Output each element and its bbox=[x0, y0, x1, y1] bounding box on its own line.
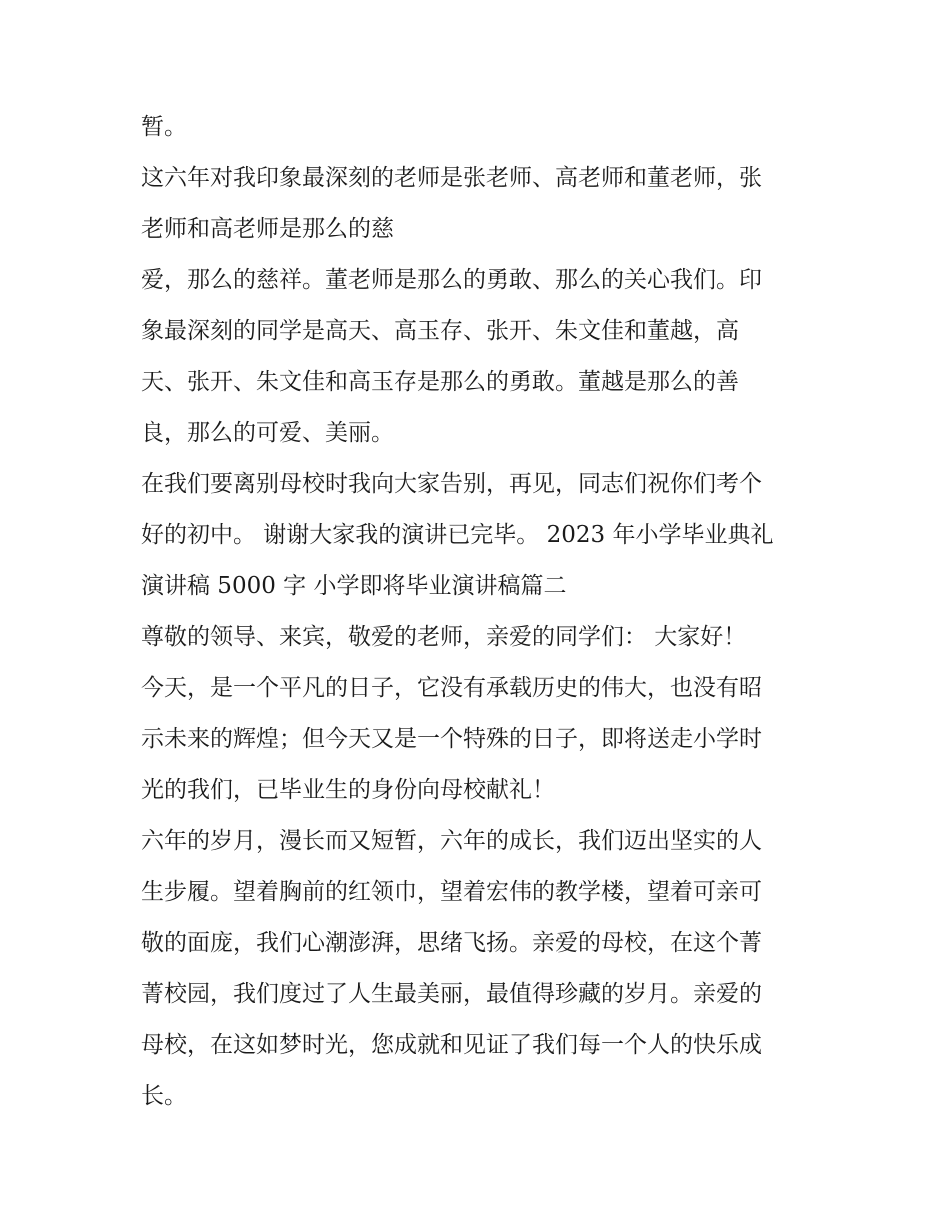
text-line: 暂。 bbox=[141, 114, 187, 140]
text-line: 长。 bbox=[141, 1083, 187, 1109]
text-line: 敬的面庞，我们心潮澎湃，思绪飞扬。亲爱的母校，在这个菁 bbox=[141, 930, 762, 956]
text-line: 演讲稿 5000 字 小学即将毕业演讲稿篇二 bbox=[141, 573, 567, 599]
text-line: 爱，那么的慈祥。董老师是那么的勇敢、那么的关心我们。印 bbox=[141, 267, 762, 293]
text-line: 象最深刻的同学是高天、高玉存、张开、朱文佳和董越，高 bbox=[141, 318, 739, 344]
text-line: 老师和高老师是那么的慈 bbox=[141, 216, 394, 242]
text-line: 六年的岁月，漫长而又短暂，六年的成长，我们迈出坚实的人 bbox=[141, 828, 762, 854]
document-body bbox=[141, 107, 831, 1127]
text-line: 在我们要离别母校时我向大家告别，再见，同志们祝你们考个 bbox=[141, 471, 762, 497]
text-line: 天、张开、朱文佳和高玉存是那么的勇敢。董越是那么的善 bbox=[141, 369, 739, 395]
text-line: 菁校园，我们度过了人生最美丽，最值得珍藏的岁月。亲爱的 bbox=[141, 981, 762, 1007]
text-line: 生步履。望着胸前的红领巾，望着宏伟的教学楼，望着可亲可 bbox=[141, 879, 762, 905]
text-line: 好的初中。 谢谢大家我的演讲已完毕。 2023 年小学毕业典礼 bbox=[141, 522, 774, 548]
text-line: 示未来的辉煌；但今天又是一个特殊的日子，即将送走小学时 bbox=[141, 726, 762, 752]
text-line: 尊敬的领导、来宾，敬爱的老师，亲爱的同学们： 大家好！ bbox=[141, 624, 747, 650]
text-line: 今天，是一个平凡的日子，它没有承载历史的伟大，也没有昭 bbox=[141, 675, 762, 701]
text-line: 光的我们，已毕业生的身份向母校献礼！ bbox=[141, 777, 555, 803]
text-line: 母校，在这如梦时光，您成就和见证了我们每一个人的快乐成 bbox=[141, 1032, 762, 1058]
text-line: 这六年对我印象最深刻的老师是张老师、高老师和董老师，张 bbox=[141, 165, 762, 191]
text-line: 良，那么的可爱、美丽。 bbox=[141, 420, 394, 446]
